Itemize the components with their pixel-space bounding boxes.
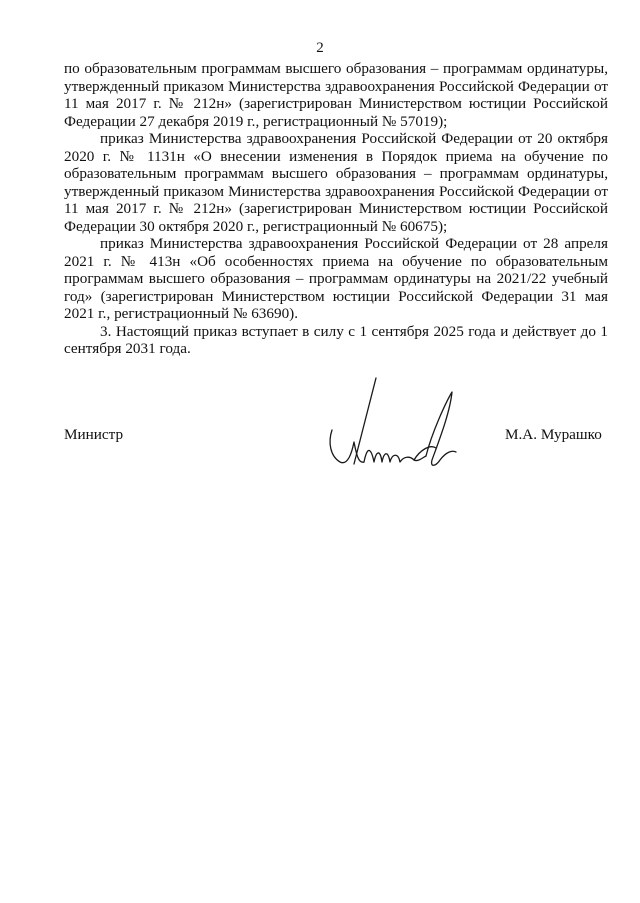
paragraph-continuation: по образовательным программам высшего образования – программам ординатуры, утвержденный приказом Министерства здравоохранения Российской Федерации от 11 мая 2017 г. № 212н» (зарегистрирован Министерством юстиции Российской Федерации 27 декабря 2019 г., регистрационный № 57019); [64, 60, 608, 130]
paragraph-order-413n: приказ Министерства здравоохранения Российской Федерации от 28 апреля 2021 г. № 413н «Об особенностях приема на обучение по образовательным программам высшего образования – программам ординатуры на 2021/22 учебный год» (зарегистрирован Министерством юстиции Российской Федерации 31 мая 2021 г., регистрационный № 63690). [64, 235, 608, 322]
page-number: 2 [316, 40, 324, 56]
paragraph-effective-date: 3. Настоящий приказ вступает в силу с 1 сентября 2025 года и действует до 1 сентября 2031 года. [64, 322, 608, 357]
document-body [64, 60, 608, 358]
signatory-role: Министр [64, 426, 124, 443]
signatory-name: М.А. Мурашко [505, 426, 602, 443]
paragraph-order-1131n: приказ Министерства здравоохранения Российской Федерации от 20 октября 2020 г. № 1131н «О внесении изменения в Порядок приема на обучение по образовательным программам высшего образования – программам ординатуры, утвержденный приказом Министерства здравоохранения Российской Федерации от 11 мая 2017 г. № 212н» (зарегистрирован Министерством юстиции Российской Федерации 30 октября 2020 г., регистрационный № 60675); [64, 130, 608, 235]
handwritten-signature [318, 372, 468, 482]
